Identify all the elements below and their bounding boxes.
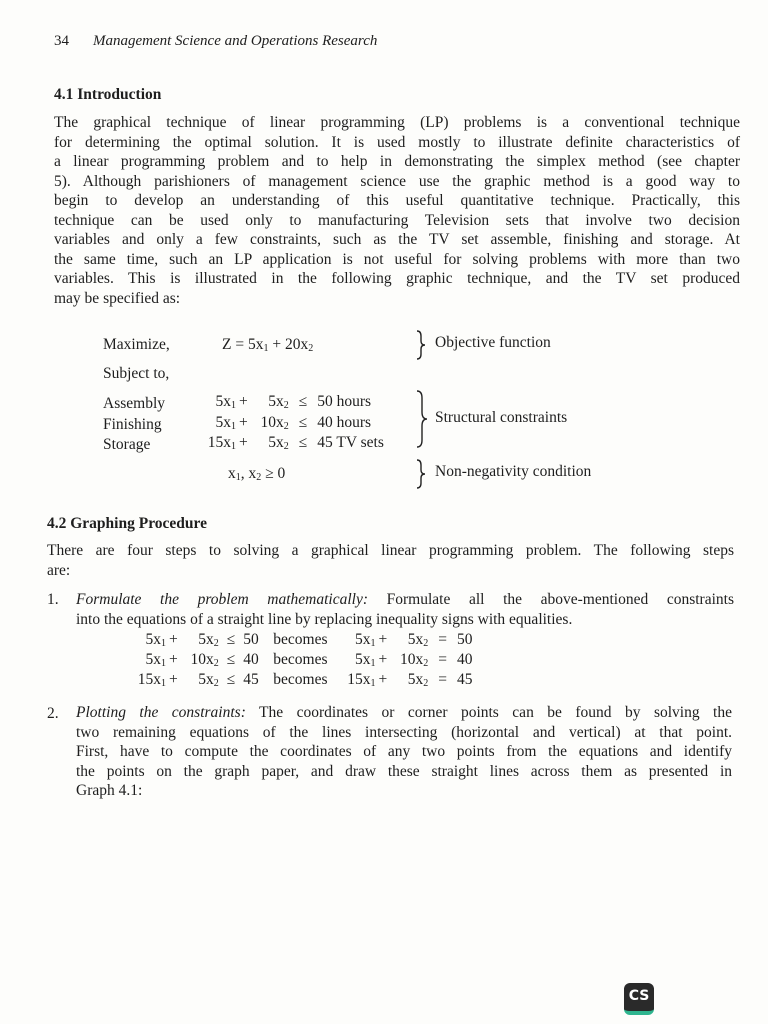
coef: 5x: [268, 393, 284, 410]
step-1-text: [76, 590, 734, 629]
rel: ≤: [298, 393, 308, 410]
constraints-brace-icon: [414, 390, 430, 448]
step-line: Graph 4.1:: [76, 782, 143, 799]
structural-constraints-label: Structural constraints: [435, 409, 568, 426]
rel: ≤: [298, 413, 308, 431]
subscript: 2: [213, 638, 219, 649]
coef: 10x: [400, 651, 424, 668]
subscript: 1: [370, 638, 376, 649]
step-title: Plotting the constraints:: [76, 704, 246, 721]
coef: 15x: [137, 671, 161, 688]
term: [198, 433, 236, 454]
becomes-word: becomes: [273, 671, 328, 688]
eq: =: [438, 671, 447, 688]
rhs: 45: [243, 671, 259, 688]
subject-to-label: Subject to,: [103, 365, 170, 382]
rhs: 50: [243, 631, 259, 648]
op: +: [378, 631, 388, 648]
coef: 5x: [198, 671, 214, 688]
term: [198, 392, 236, 413]
paragraph-line: may be specified as:: [54, 289, 181, 307]
subscript: 1: [370, 678, 376, 689]
paragraph-line: variables and only a few constraints, such as the TV set assemble, finishing and storage. At: [54, 231, 740, 248]
paragraph-line: a linear programming problem and to help in demonstrating the simplex method (see chapter: [54, 153, 740, 170]
conversion-row: [128, 630, 473, 650]
rhs: 40: [243, 651, 259, 668]
step-2-text: [76, 703, 732, 801]
coef: 5x: [407, 671, 424, 688]
coef: 5x: [355, 651, 371, 668]
page-header: [54, 33, 377, 50]
paragraph-line: There are four steps to solving a graphical linear programming problem. The following steps: [47, 542, 734, 559]
coef: 5x: [145, 631, 161, 648]
section-heading-graphing-procedure: 4.2 Graphing Procedure: [47, 515, 208, 532]
term: [390, 650, 428, 670]
constraint-name-finishing: Finishing: [103, 415, 162, 433]
conversion-table: [128, 630, 473, 690]
paragraph-line: variables. This is illustrated in the following graphic technique, and the TV set produced: [54, 270, 740, 287]
coef: 5x: [407, 631, 424, 648]
term: [128, 630, 166, 650]
objective-function-label: Objective function: [435, 334, 551, 351]
subscript: 1: [161, 658, 166, 669]
rel: ≥ 0: [261, 465, 286, 482]
term: [390, 630, 428, 650]
rhs: 40: [457, 651, 473, 668]
op: +: [169, 651, 178, 668]
conversion-row: [128, 650, 473, 670]
var: , x: [240, 465, 257, 482]
graphing-intro-paragraph: [47, 541, 734, 580]
subscript: 2: [423, 638, 429, 649]
step-line: two remaining equations of the lines intersecting (horizontal and vertical) at that point.: [76, 723, 732, 741]
becomes-word: becomes: [273, 651, 328, 668]
term: [340, 670, 376, 690]
objective-brace-icon: [414, 330, 428, 360]
subscript: 1: [161, 678, 166, 689]
paragraph-line: for determining the optimal solution. It is used mostly to illustrate definite characteristics of: [54, 133, 740, 151]
non-negativity-expression: [228, 465, 285, 483]
rel: ≤: [226, 651, 236, 668]
section-heading-introduction: 4.1 Introduction: [54, 86, 162, 103]
subscript: 2: [308, 343, 314, 354]
subscript: 2: [283, 441, 289, 452]
term: [128, 650, 166, 670]
objective-part: + 20x: [268, 336, 309, 353]
subscript: 1: [231, 400, 236, 411]
subscript: 1: [161, 638, 166, 649]
paragraph-line: the same time, such an LP application is not useful for solving problems with more than two: [54, 250, 740, 268]
camscanner-logo-icon: CS: [624, 983, 654, 1015]
becomes-word: becomes: [273, 631, 328, 648]
step-number: 2.: [47, 705, 59, 722]
coef: 5x: [215, 393, 231, 410]
objective-function-expression: [222, 336, 313, 354]
term: [181, 650, 219, 670]
nonneg-brace-icon: [414, 459, 428, 489]
constraint-row: [198, 413, 384, 434]
op: +: [239, 413, 248, 431]
step-text: Formulate all the above-mentioned constraints: [368, 591, 734, 608]
rel: ≤: [226, 631, 236, 648]
subscript: 2: [423, 658, 429, 669]
term: [181, 630, 219, 650]
constraint-name-storage: Storage: [103, 436, 151, 453]
paragraph-line: The graphical technique of linear programming (LP) problems is a conventional technique: [54, 114, 740, 131]
subscript: 1: [370, 658, 376, 669]
eq: =: [438, 631, 447, 648]
op: +: [169, 631, 178, 648]
step-line: the points on the graph paper, and draw these straight lines across them as presented in: [76, 762, 732, 780]
subscript: 2: [423, 678, 429, 689]
subscript: 1: [231, 441, 236, 452]
constraint-row: [198, 433, 384, 454]
subscript: 2: [283, 400, 289, 411]
term: [181, 670, 219, 690]
op: +: [239, 393, 248, 410]
maximize-label: Maximize,: [103, 336, 170, 353]
term: [340, 630, 376, 650]
step-line: into the equations of a straight line by replacing inequality signs with equalities.: [76, 610, 573, 628]
coef: 5x: [215, 413, 231, 431]
paragraph-line: 5). Although parishioners of management science use the graphic method is a good way to: [54, 172, 740, 190]
term: [198, 413, 236, 434]
rhs: 40 hours: [317, 413, 372, 431]
subscript: 1: [263, 343, 269, 354]
term: [251, 413, 289, 434]
rhs: 50 hours: [317, 393, 372, 410]
term: [128, 670, 166, 690]
rhs: 45: [457, 671, 473, 688]
conversion-row: [128, 670, 473, 690]
step-line: First, have to compute the coordinates of any two points from the equations and identify: [76, 743, 732, 760]
rhs: 50: [457, 631, 473, 648]
coef: 5x: [355, 631, 371, 648]
paragraph-line: technique can be used only to manufacturing Television sets that involve two decision: [54, 211, 740, 229]
subscript: 2: [213, 658, 219, 669]
step-number: 1.: [47, 591, 59, 608]
term: [251, 392, 289, 413]
rel: ≤: [226, 671, 236, 688]
coef: 5x: [198, 631, 214, 648]
eq: =: [438, 651, 447, 668]
coef: 15x: [347, 671, 371, 688]
op: +: [378, 651, 388, 668]
subscript: 2: [256, 472, 262, 483]
op: +: [239, 434, 248, 451]
paragraph-line: are:: [47, 561, 71, 579]
coef: 15x: [207, 434, 231, 451]
term: [390, 670, 428, 690]
running-title: Management Science and Operations Research: [93, 33, 378, 49]
subscript: 2: [213, 678, 219, 689]
introduction-paragraph: [54, 113, 740, 308]
objective-part: Z = 5x: [222, 336, 264, 353]
step-line: [76, 703, 732, 723]
step-text: The coordinates or corner points can be found by solving the: [245, 704, 732, 721]
subscript: 2: [283, 420, 289, 432]
subscript: 1: [231, 420, 236, 432]
coef: 10x: [260, 413, 284, 431]
rel: ≤: [298, 434, 308, 451]
var: x: [228, 465, 236, 482]
constraint-name-assembly: Assembly: [103, 395, 165, 412]
constraint-row: [198, 392, 384, 413]
coef: 10x: [190, 651, 214, 668]
page-number: 34: [54, 33, 69, 49]
step-title: Formulate the problem mathematically:: [76, 591, 369, 608]
coef: 5x: [145, 651, 161, 668]
coef: 5x: [268, 434, 284, 451]
term: [251, 433, 289, 454]
structural-constraints-table: [198, 392, 384, 454]
subscript: 1: [235, 472, 241, 483]
op: +: [378, 671, 388, 688]
op: +: [169, 671, 178, 688]
term: [340, 650, 376, 670]
rhs: 45 TV sets: [317, 434, 384, 451]
paragraph-line: begin to develop an understanding of this useful quantitative technique. Practically, this: [54, 192, 740, 209]
constraint-names: [103, 394, 165, 456]
step-line: [76, 590, 734, 610]
non-negativity-label: Non-negativity condition: [435, 463, 592, 480]
